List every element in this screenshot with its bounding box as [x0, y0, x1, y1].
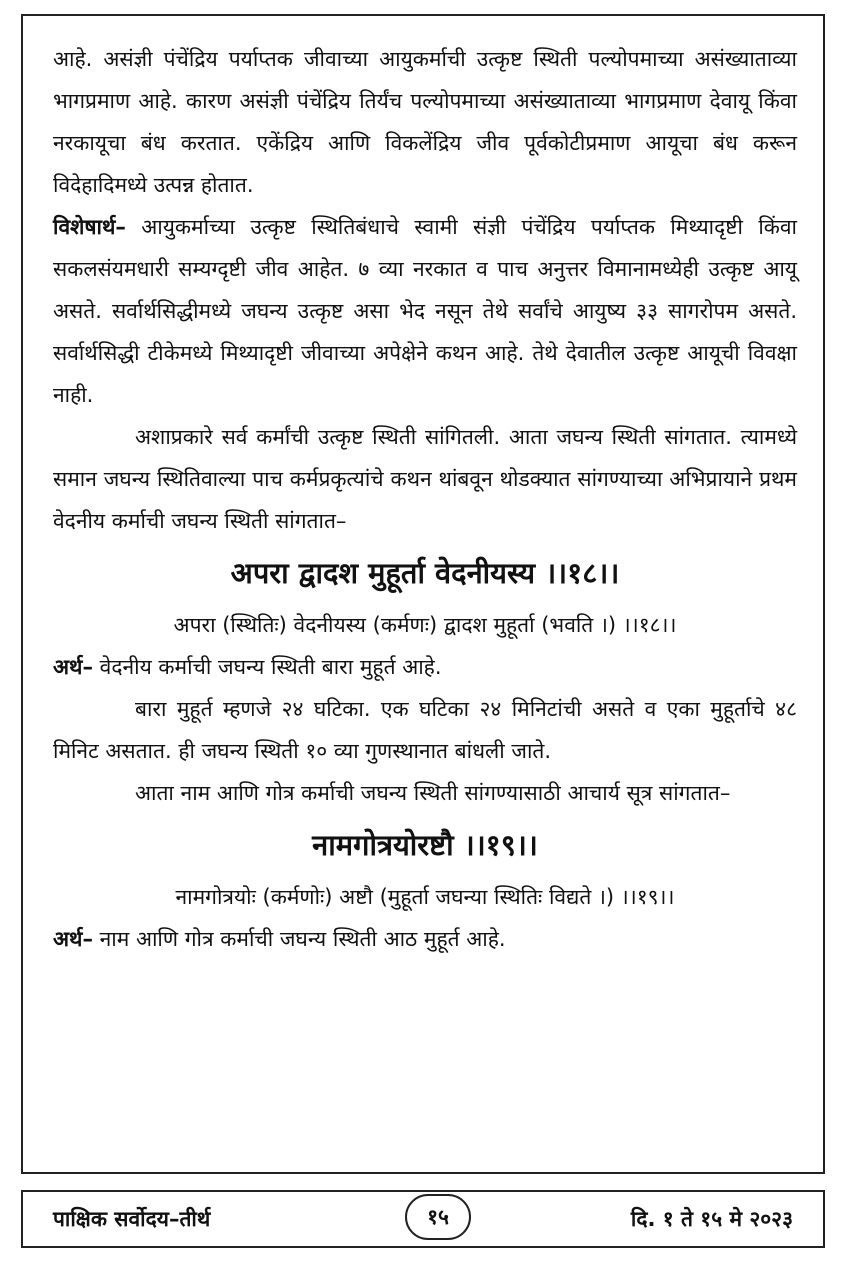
paragraph-1: आहे. असंज्ञी पंचेंद्रिय पर्याप्तक जीवाच्या आयुकर्माची उत्कृष्ट स्थिती पल्योपमाच्या असंख्याताव्या भागप्रमाण आहे. कारण असंज्ञी पंचेंद्रिय तिर्यंच पल्योपमाच्या असंख्याताव्या भागप्रमाण देवायू किंवा नरकायूचा बंध करतात. एकेंद्रिय आणि विकलेंद्रिय जीव पूर्वकोटीप्रमाण आयूचा बंध करून विदेहादिमध्ये उत्पन्न होतात. [53, 47, 797, 197]
page-frame [21, 14, 825, 1174]
sutra-18: अपरा द्वादश मुहूर्ता वेदनीयस्य ।।१८।। [230, 556, 620, 590]
artha-18-heading: अर्थ– [53, 655, 93, 679]
artha-18-text: वेदनीय कर्माची जघन्य स्थिती बारा मुहूर्त आहे. [92, 655, 442, 679]
page-footer [21, 1190, 825, 1248]
artha-18 [53, 646, 797, 688]
paragraph-5: आता नाम आणि गोत्र कर्माची जघन्य स्थिती सांगण्यासाठी आचार्य सूत्र सांगतात– [135, 781, 731, 805]
gloss-19: नामगोत्रयोः (कर्मणोः) अष्टौ (मुहूर्ता जघन्या स्थितिः विद्यते ।) ।।१९।। [175, 885, 675, 909]
artha-19-text: नाम आणि गोत्र कर्माची जघन्य स्थिती आठ मुहूर्त आहे. [92, 927, 506, 951]
visheshartha-heading: विशेषार्थ– [53, 215, 126, 239]
publication-name: पाक्षिक सर्वोदय–तीर्थ [53, 1207, 211, 1231]
paragraph-visheshartha [53, 206, 797, 416]
page-content [53, 38, 797, 960]
gloss-18: अपरा (स्थितिः) वेदनीयस्य (कर्मणः) द्वादश मुहूर्ता (भवति ।) ।।१८।। [173, 613, 677, 637]
artha-19 [53, 918, 797, 960]
paragraph-3: अशाप्रकारे सर्व कर्मांची उत्कृष्ट स्थिती सांगितली. आता जघन्य स्थिती सांगतात. त्यामध्ये समान जघन्य स्थितिवाल्या पाच कर्मप्रकृत्यांचे कथन थांबवून थोडक्यात सांगण्याच्या अभिप्रायाने प्रथम वेदनीय कर्माची जघन्य स्थिती सांगतात– [53, 425, 797, 533]
sutra-19: नामगोत्रयोरष्टौ ।।१९।। [312, 828, 538, 862]
visheshartha-text: आयुकर्माच्या उत्कृष्ट स्थितिबंधाचे स्वामी संज्ञी पंचेंद्रिय पर्याप्तक मिथ्यादृष्टी किंवा सकलसंयमधारी सम्यग्दृष्टी जीव आहेत. ७ व्या नरकात व पाच अनुत्तर विमानामध्येही उत्कृष्ट आयू असते. सर्वार्थसिद्धीमध्ये जघन्य उत्कृष्ट असा भेद नसून तेथे सर्वांचे आयुष्य ३३ सागरोपम असते. सर्वार्थसिद्धी टीकेमध्ये मिथ्यादृष्टी जीवाच्या अपेक्षेने कथन आहे. तेथे देवातील उत्कृष्ट आयूची विवक्षा नाही. [53, 215, 797, 407]
issue-date: दि. १ ते १५ मे २०२३ [630, 1207, 793, 1231]
page-number: १५ [405, 1194, 471, 1240]
paragraph-4: बारा मुहूर्त म्हणजे २४ घटिका. एक घटिका २४ मिनिटांची असते व एका मुहूर्ताचे ४८ मिनिट असतात. ही जघन्य स्थिती १० व्या गुणस्थानात बांधली जाते. [53, 697, 797, 763]
artha-19-heading: अर्थ– [53, 927, 93, 951]
